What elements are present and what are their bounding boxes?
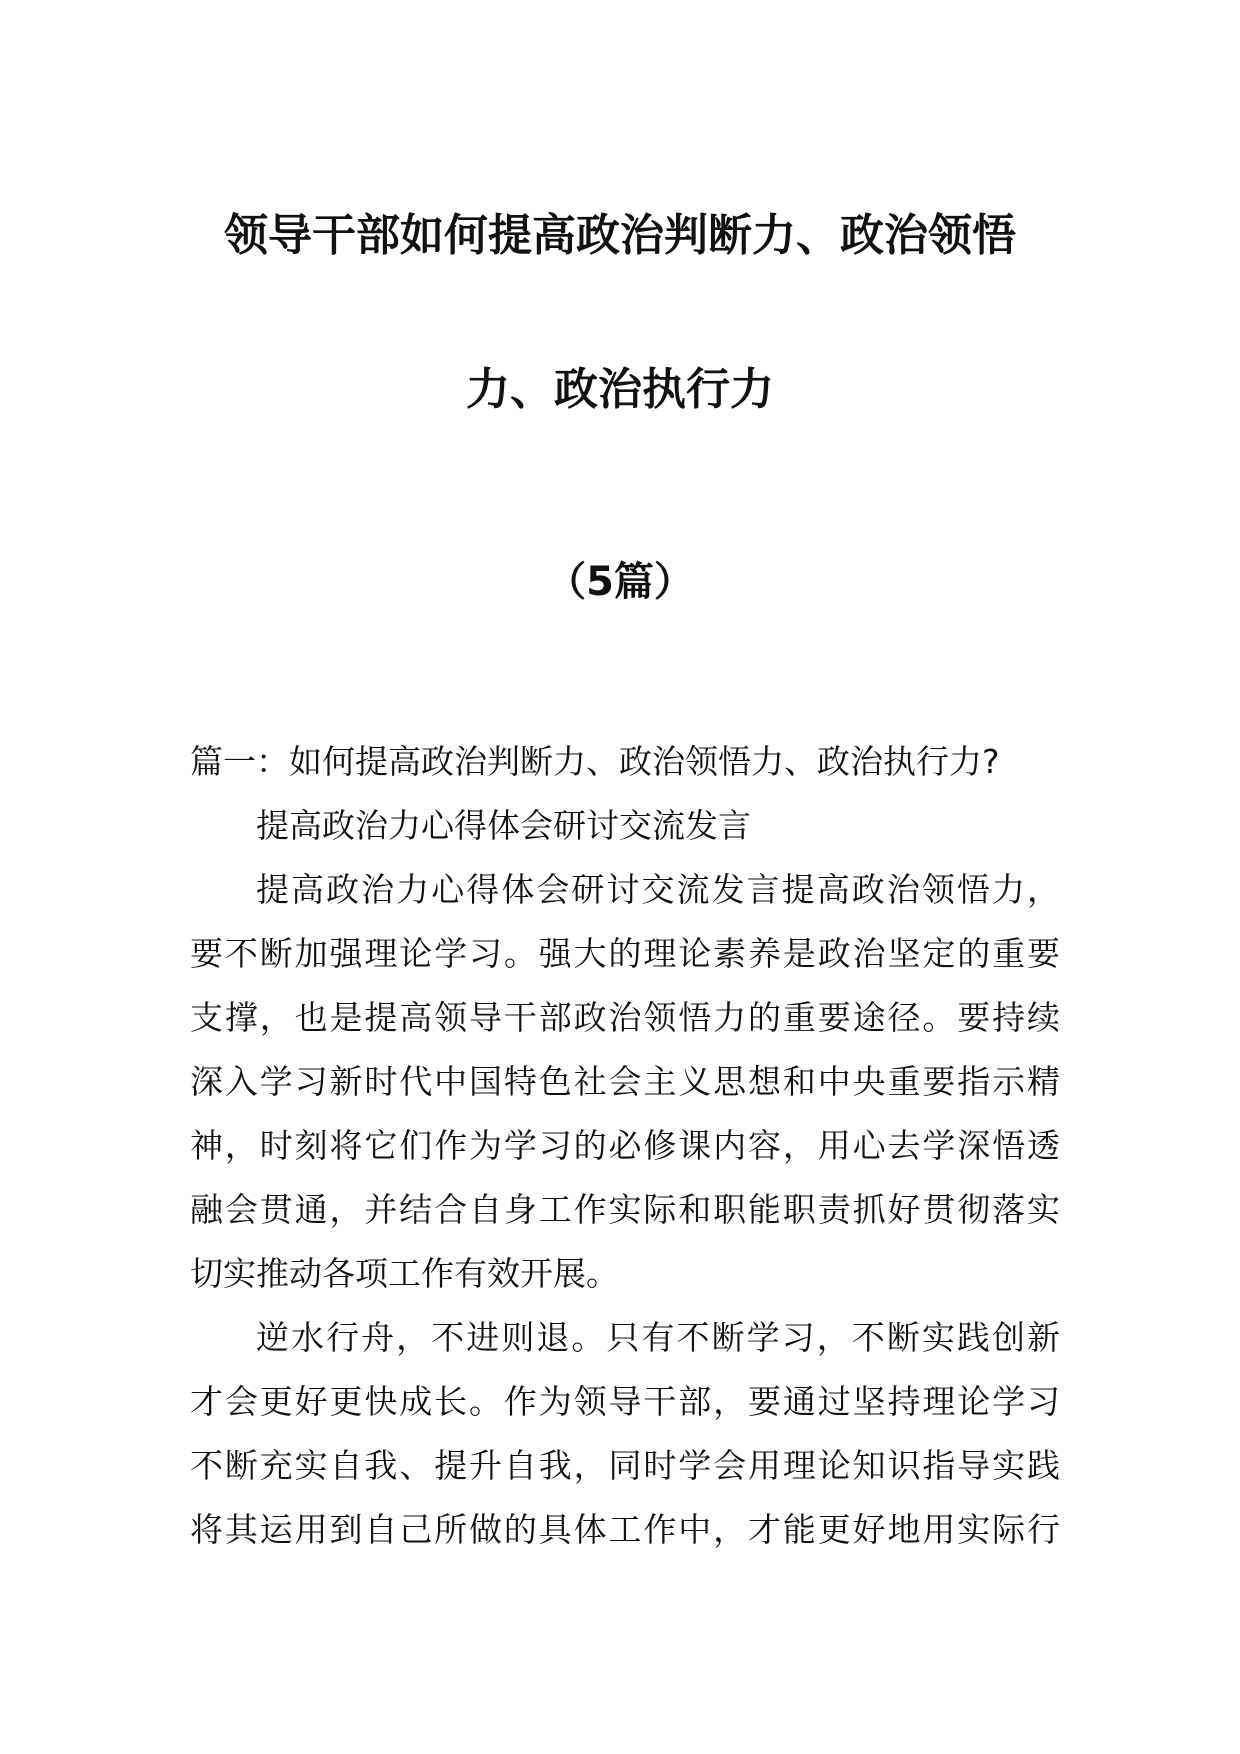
paragraph-line: 才会更好更快成长。作为领导干部，要通过坚持理论学习 <box>190 1382 1060 1421</box>
paragraph-line: 支撑，也是提高领导干部政治领悟力的重要途径。要持续 <box>190 998 1060 1037</box>
paragraph-line: 深入学习新时代中国特色社会主义思想和中央重要指示精 <box>190 1062 1060 1101</box>
section-subheading: 提高政治力心得体会研讨交流发言 <box>256 806 751 845</box>
document-title-line-2: 力、政治执行力 <box>466 364 774 415</box>
paragraph-line: 融会贯通，并结合自身工作实际和职能职责抓好贯彻落实 <box>190 1190 1060 1229</box>
section-heading: 篇一：如何提高政治判断力、政治领悟力、政治执行力? <box>190 742 1000 781</box>
paragraph-line: 不断充实自我、提升自我，同时学会用理论知识指导实践 <box>190 1446 1060 1485</box>
paragraph-line: 要不断加强理论学习。强大的理论素养是政治坚定的重要 <box>190 934 1060 973</box>
paragraph-1 <box>190 858 1060 1306</box>
paragraph-2 <box>190 1306 1060 1562</box>
paragraph-line: 提高政治力心得体会研讨交流发言提高政治领悟力， <box>256 870 1060 909</box>
document-title-line-1: 领导干部如何提高政治判断力、政治领悟 <box>224 210 1016 261</box>
paragraph-line: 将其运用到自己所做的具体工作中，才能更好地用实际行 <box>190 1510 1060 1549</box>
paragraph-line: 切实推动各项工作有效开展。 <box>190 1254 619 1293</box>
paragraph-line: 神，时刻将它们作为学习的必修课内容，用心去学深悟透 <box>190 1126 1060 1165</box>
document-subtitle: （5篇） <box>546 559 694 605</box>
paragraph-line: 逆水行舟，不进则退。只有不断学习，不断实践创新 <box>256 1318 1060 1357</box>
